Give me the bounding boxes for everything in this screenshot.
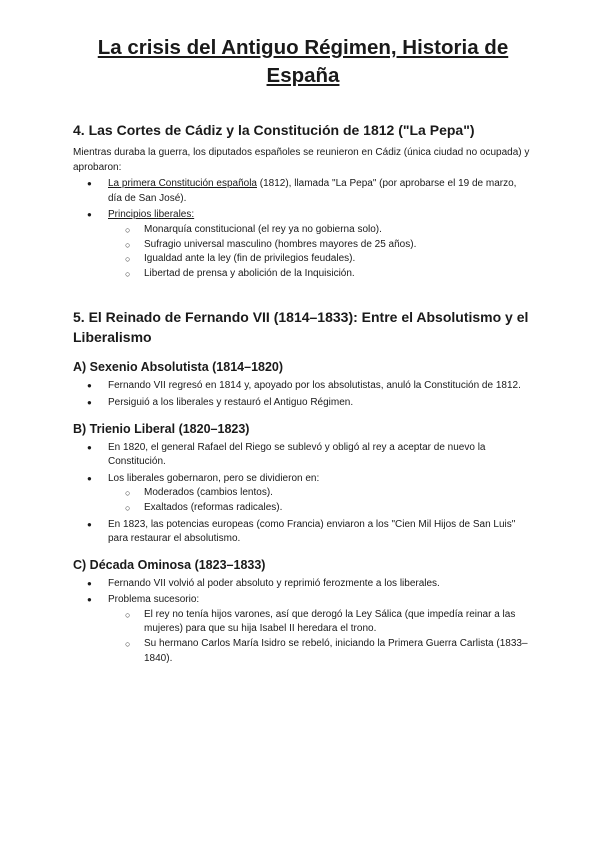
sublist-item: ○ Su hermano Carlos María Isidro se rebeló, iniciando la Primera Guerra Carlista (1833–1840). [73,637,533,666]
document-page [73,34,533,666]
list-item-text: Problema sucesorio: [108,594,200,606]
section-4-heading: 4. Las Cortes de Cádiz y la Constitución de 1812 ("La Pepa") [73,122,475,138]
sublist [108,486,533,515]
sublist-item: ○ Monarquía constitucional (el rey ya no gobierna solo). [73,223,533,238]
list-item: ● En 1820, el general Rafael del Riego se sublevó y obligó al rey a aceptar de nuevo la Constitución. [73,441,533,470]
subsection-b-list [73,441,533,547]
liberal-principles-link[interactable]: Principios liberales: [108,209,195,221]
list-item-text: Los liberales gobernaron, pero se dividieron en: [108,472,320,484]
subsection-a-heading: A) Sexenio Absolutista (1814–1820) [73,360,284,375]
section-4-list [73,177,533,281]
list-item-text: (1812), llamada "La Pepa" (por aprobarse el 19 de marzo, día de San José). [108,178,517,204]
sublist-item: ○ Igualdad ante la ley (fin de privilegios feudales). [73,252,533,267]
list-item: ● Persiguió a los liberales y restauró el Antiguo Régimen. [73,396,533,411]
list-item [73,593,533,666]
sublist [108,608,533,666]
sublist-item: ○ Sufragio universal masculino (hombres mayores de 25 años). [73,238,533,253]
section-5-heading: 5. El Reinado de Fernando VII (1814–1833): Entre el Absolutismo y el Liberalismo [73,309,529,346]
list-item: ● Fernando VII volvió al poder absoluto y reprimió ferozmente a los liberales. [73,577,533,592]
sublist-item: ○ Exaltados (reformas radicales). [73,501,533,516]
list-item [73,208,533,281]
sublist-item: ○ Moderados (cambios lentos). [73,486,533,501]
subsection-b-heading: B) Trienio Liberal (1820–1823) [73,421,250,436]
sublist-item: ○ El rey no tenía hijos varones, así que derogó la Ley Sálica (que impedía reinar a las mujeres) para que su hija Isabel II heredara el trono. [73,608,533,637]
sublist-item: ○ Libertad de prensa y abolición de la Inquisición. [73,267,533,282]
list-item: ● Fernando VII regresó en 1814 y, apoyado por los absolutistas, anuló la Constitución de 1812. [73,379,533,394]
list-item [73,177,533,206]
sublist [108,223,533,281]
subsection-c-heading: C) Década Ominosa (1823–1833) [73,557,266,572]
section-4-intro: Mientras duraba la guerra, los diputados españoles se reunieron en Cádiz (única ciudad no ocupada) y aprobaron: [73,147,530,173]
constitution-link[interactable]: La primera Constitución española [108,178,257,190]
subsection-c-list [73,577,533,667]
list-item [73,472,533,516]
page-title: La crisis del Antiguo Régimen, Historia de España [97,36,509,87]
list-item: ● En 1823, las potencias europeas (como Francia) enviaron a los "Cien Mil Hijos de San Luis" para restaurar el absolutismo. [73,518,533,547]
subsection-a-list [73,379,533,410]
